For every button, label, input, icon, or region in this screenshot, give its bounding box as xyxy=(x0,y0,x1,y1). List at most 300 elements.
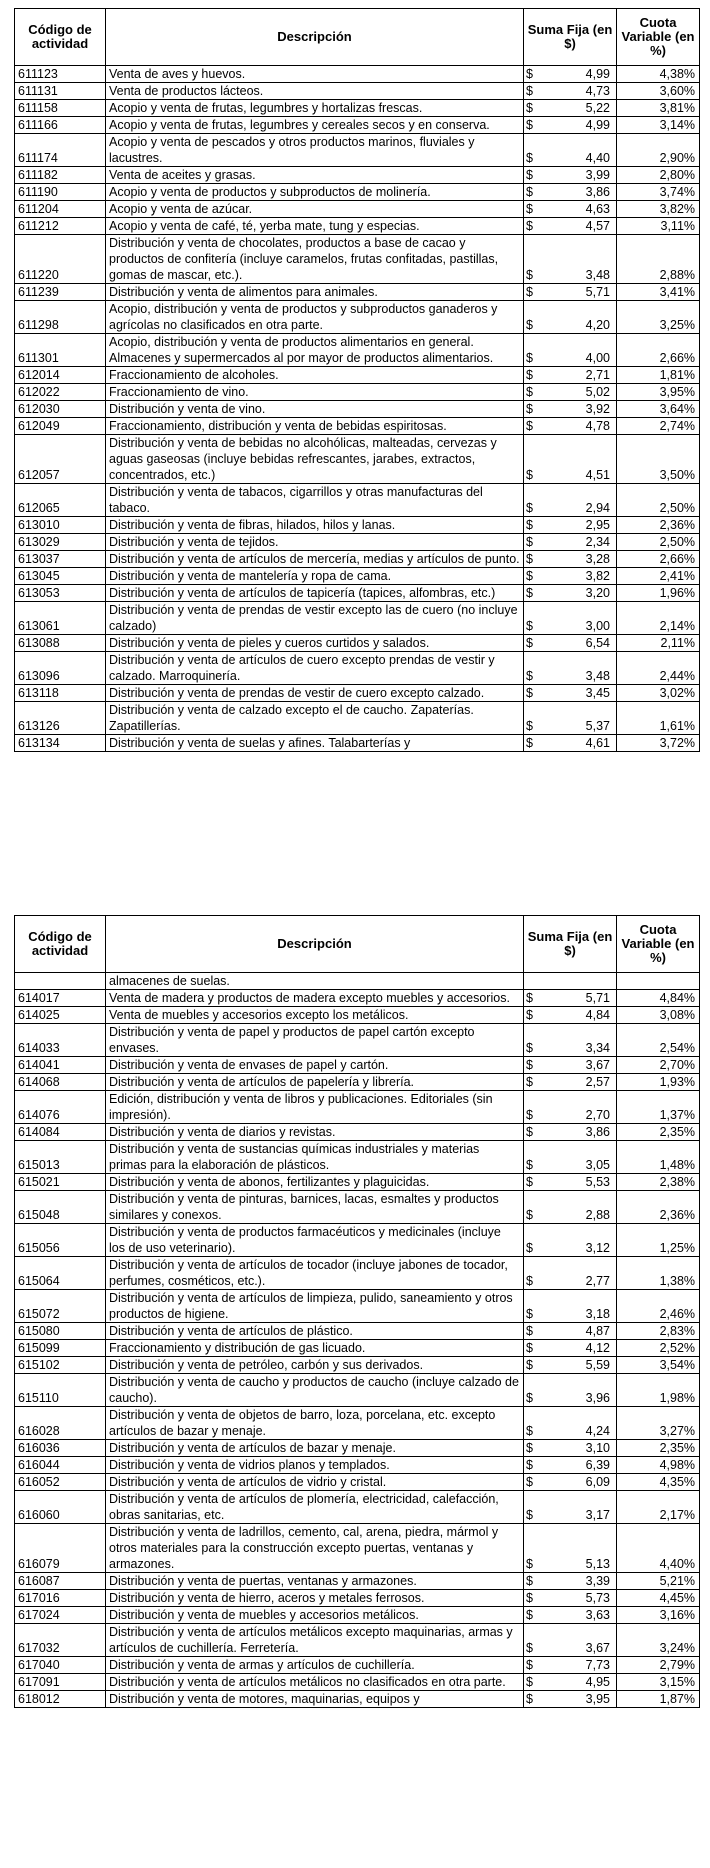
table-row xyxy=(15,201,700,218)
activity-code: 613045 xyxy=(15,568,106,585)
activity-code: 611298 xyxy=(15,301,106,334)
currency-symbol: $ xyxy=(524,134,538,167)
table-row xyxy=(15,1374,700,1407)
currency-symbol: $ xyxy=(524,1174,538,1191)
variable-rate: 1,87% xyxy=(617,1691,700,1708)
table-row xyxy=(15,284,700,301)
variable-rate: 1,61% xyxy=(617,702,700,735)
currency-symbol: $ xyxy=(524,1657,538,1674)
header-fixed-amount: Suma Fija (en $) xyxy=(524,9,617,66)
activity-code: 616079 xyxy=(15,1524,106,1573)
activity-code: 618012 xyxy=(15,1691,106,1708)
currency-symbol: $ xyxy=(524,284,538,301)
table-row xyxy=(15,1657,700,1674)
activity-description: Distribución y venta de artículos metálicos no clasificados en otra parte. xyxy=(106,1674,524,1691)
currency-symbol: $ xyxy=(524,301,538,334)
activity-code: 615072 xyxy=(15,1290,106,1323)
table-row xyxy=(15,301,700,334)
activity-description: Distribución y venta de motores, maquinarias, equipos y xyxy=(106,1691,524,1708)
variable-rate: 2,52% xyxy=(617,1340,700,1357)
currency-symbol: $ xyxy=(524,1007,538,1024)
currency-symbol: $ xyxy=(524,585,538,602)
currency-symbol: $ xyxy=(524,534,538,551)
fixed-amount: 3,67 xyxy=(538,1057,617,1074)
activity-code: 616036 xyxy=(15,1440,106,1457)
variable-rate: 5,21% xyxy=(617,1573,700,1590)
table-row xyxy=(15,1074,700,1091)
activity-description: Distribución y venta de artículos de cuero excepto prendas de vestir y calzado. Marroquinería. xyxy=(106,652,524,685)
table-row xyxy=(15,517,700,534)
variable-rate: 2,50% xyxy=(617,484,700,517)
currency-symbol: $ xyxy=(524,1674,538,1691)
fixed-amount: 2,88 xyxy=(538,1191,617,1224)
table-row xyxy=(15,1457,700,1474)
table-row xyxy=(15,685,700,702)
variable-rate: 3,11% xyxy=(617,218,700,235)
currency-symbol: $ xyxy=(524,1691,538,1708)
table-row xyxy=(15,1224,700,1257)
currency-symbol: $ xyxy=(524,235,538,284)
table-row xyxy=(15,100,700,117)
table-row xyxy=(15,635,700,652)
activity-code: 611212 xyxy=(15,218,106,235)
currency-symbol: $ xyxy=(524,1524,538,1573)
table-row xyxy=(15,83,700,100)
fixed-amount: 3,48 xyxy=(538,652,617,685)
variable-rate: 1,37% xyxy=(617,1091,700,1124)
activity-code: 617091 xyxy=(15,1674,106,1691)
table-row xyxy=(15,235,700,284)
activity-description: Distribución y venta de tabacos, cigarrillos y otras manufacturas del tabaco. xyxy=(106,484,524,517)
activity-description: Distribución y venta de envases de papel y cartón. xyxy=(106,1057,524,1074)
activity-code: 614084 xyxy=(15,1124,106,1141)
activity-description: Distribución y venta de suelas y afines. Talabarterías y xyxy=(106,735,524,752)
activity-code: 613118 xyxy=(15,685,106,702)
variable-rate: 2,54% xyxy=(617,1024,700,1057)
fixed-amount: 5,71 xyxy=(538,990,617,1007)
table-row xyxy=(15,1624,700,1657)
variable-rate: 3,08% xyxy=(617,1007,700,1024)
activity-code: 613029 xyxy=(15,534,106,551)
fixed-amount: 5,13 xyxy=(538,1524,617,1573)
activity-description: Acopio y venta de productos y subproductos de molinería. xyxy=(106,184,524,201)
table-row xyxy=(15,585,700,602)
variable-rate: 2,11% xyxy=(617,635,700,652)
activity-code: 611301 xyxy=(15,334,106,367)
activity-description: Distribución y venta de diarios y revistas. xyxy=(106,1124,524,1141)
currency-symbol: $ xyxy=(524,201,538,218)
currency-symbol: $ xyxy=(524,1457,538,1474)
fixed-amount: 4,99 xyxy=(538,66,617,83)
currency-symbol: $ xyxy=(524,568,538,585)
activity-description: Distribución y venta de hierro, aceros y metales ferrosos. xyxy=(106,1590,524,1607)
fixed-amount: 4,63 xyxy=(538,201,617,218)
fixed-amount: 2,77 xyxy=(538,1257,617,1290)
rates-table-page-1 xyxy=(14,8,699,752)
table-row xyxy=(15,1007,700,1024)
activity-description: Distribución y venta de ladrillos, cemento, cal, arena, piedra, mármol y otros materiales para la construcción excepto puertas, ventanas y armazones. xyxy=(106,1524,524,1573)
activity-code: 611190 xyxy=(15,184,106,201)
variable-rate: 3,95% xyxy=(617,384,700,401)
variable-rate: 2,41% xyxy=(617,568,700,585)
table-row xyxy=(15,1091,700,1124)
table-row xyxy=(15,1174,700,1191)
activity-code: 613126 xyxy=(15,702,106,735)
table-row xyxy=(15,602,700,635)
activity-code: 613010 xyxy=(15,517,106,534)
activity-code: 613134 xyxy=(15,735,106,752)
table-row xyxy=(15,1024,700,1057)
table-row xyxy=(15,1491,700,1524)
variable-rate xyxy=(617,973,700,990)
currency-symbol: $ xyxy=(524,1074,538,1091)
table-row xyxy=(15,401,700,418)
variable-rate: 2,17% xyxy=(617,1491,700,1524)
variable-rate: 1,25% xyxy=(617,1224,700,1257)
variable-rate: 2,44% xyxy=(617,652,700,685)
activity-description: Distribución y venta de armas y artículos de cuchillería. xyxy=(106,1657,524,1674)
table-row xyxy=(15,1590,700,1607)
fixed-amount: 5,53 xyxy=(538,1174,617,1191)
activity-code: 611131 xyxy=(15,83,106,100)
activity-description: Venta de aves y huevos. xyxy=(106,66,524,83)
table-row xyxy=(15,1440,700,1457)
variable-rate: 2,66% xyxy=(617,334,700,367)
fixed-amount: 3,12 xyxy=(538,1224,617,1257)
variable-rate: 2,46% xyxy=(617,1290,700,1323)
variable-rate: 1,38% xyxy=(617,1257,700,1290)
activity-description: Venta de muebles y accesorios excepto los metálicos. xyxy=(106,1007,524,1024)
variable-rate: 2,80% xyxy=(617,167,700,184)
table-row xyxy=(15,1057,700,1074)
activity-code: 612014 xyxy=(15,367,106,384)
fixed-amount: 6,09 xyxy=(538,1474,617,1491)
activity-description: almacenes de suelas. xyxy=(106,973,524,990)
header-description: Descripción xyxy=(106,9,524,66)
activity-description: Fraccionamiento de vino. xyxy=(106,384,524,401)
currency-symbol: $ xyxy=(524,1474,538,1491)
variable-rate: 4,35% xyxy=(617,1474,700,1491)
activity-description: Distribución y venta de calzado excepto el de caucho. Zapaterías. Zapatillerías. xyxy=(106,702,524,735)
activity-description: Distribución y venta de bebidas no alcohólicas, malteadas, cervezas y aguas gaseosas (incluye bebidas refrescantes, jarabes, extractos, concentrados, etc.) xyxy=(106,435,524,484)
currency-symbol: $ xyxy=(524,702,538,735)
header-description: Descripción xyxy=(106,916,524,973)
variable-rate: 3,27% xyxy=(617,1407,700,1440)
variable-rate: 1,93% xyxy=(617,1074,700,1091)
activity-code: 613088 xyxy=(15,635,106,652)
fixed-amount: 4,95 xyxy=(538,1674,617,1691)
activity-code: 616028 xyxy=(15,1407,106,1440)
fixed-amount: 2,57 xyxy=(538,1074,617,1091)
activity-description: Fraccionamiento de alcoholes. xyxy=(106,367,524,384)
currency-symbol: $ xyxy=(524,735,538,752)
variable-rate: 3,82% xyxy=(617,201,700,218)
variable-rate: 2,66% xyxy=(617,551,700,568)
activity-description: Distribución y venta de sustancias químicas industriales y materias primas para la elaboración de plásticos. xyxy=(106,1141,524,1174)
currency-symbol: $ xyxy=(524,167,538,184)
rates-table-body xyxy=(15,973,700,1708)
activity-code: 615099 xyxy=(15,1340,106,1357)
activity-code: 615110 xyxy=(15,1374,106,1407)
rates-table-page-2 xyxy=(14,915,699,1708)
activity-description: Venta de productos lácteos. xyxy=(106,83,524,100)
currency-symbol: $ xyxy=(524,1024,538,1057)
table-row xyxy=(15,1674,700,1691)
activity-code: 617040 xyxy=(15,1657,106,1674)
variable-rate: 4,40% xyxy=(617,1524,700,1573)
table-row xyxy=(15,652,700,685)
fixed-amount: 3,45 xyxy=(538,685,617,702)
variable-rate: 4,45% xyxy=(617,1590,700,1607)
activity-code: 614025 xyxy=(15,1007,106,1024)
variable-rate: 2,36% xyxy=(617,517,700,534)
table-row xyxy=(15,1141,700,1174)
activity-code: 616060 xyxy=(15,1491,106,1524)
fixed-amount: 3,99 xyxy=(538,167,617,184)
variable-rate: 2,35% xyxy=(617,1124,700,1141)
currency-symbol: $ xyxy=(524,602,538,635)
activity-description: Distribución y venta de artículos de mercería, medias y artículos de punto. xyxy=(106,551,524,568)
activity-description: Distribución y venta de papel y productos de papel cartón excepto envases. xyxy=(106,1024,524,1057)
fixed-amount: 3,28 xyxy=(538,551,617,568)
table-row xyxy=(15,117,700,134)
activity-code: 615021 xyxy=(15,1174,106,1191)
activity-description: Acopio y venta de café, té, yerba mate, tung y especias. xyxy=(106,218,524,235)
activity-description: Distribución y venta de artículos metálicos excepto maquinarias, armas y artículos de cuchillería. Ferretería. xyxy=(106,1624,524,1657)
fixed-amount: 3,86 xyxy=(538,1124,617,1141)
variable-rate: 1,81% xyxy=(617,367,700,384)
fixed-amount: 5,22 xyxy=(538,100,617,117)
activity-description: Distribución y venta de tejidos. xyxy=(106,534,524,551)
variable-rate: 3,02% xyxy=(617,685,700,702)
activity-code: 614033 xyxy=(15,1024,106,1057)
table-row xyxy=(15,367,700,384)
table-row xyxy=(15,218,700,235)
activity-description: Distribución y venta de muebles y accesorios metálicos. xyxy=(106,1607,524,1624)
currency-symbol: $ xyxy=(524,1374,538,1407)
activity-description: Distribución y venta de caucho y productos de caucho (incluye calzado de caucho). xyxy=(106,1374,524,1407)
activity-code: 615013 xyxy=(15,1141,106,1174)
activity-description: Distribución y venta de artículos de papelería y librería. xyxy=(106,1074,524,1091)
table-row xyxy=(15,334,700,367)
table-row xyxy=(15,167,700,184)
activity-code: 613053 xyxy=(15,585,106,602)
table-header-row xyxy=(15,916,700,973)
table-row xyxy=(15,1573,700,1590)
fixed-amount: 2,70 xyxy=(538,1091,617,1124)
variable-rate: 3,50% xyxy=(617,435,700,484)
variable-rate: 3,16% xyxy=(617,1607,700,1624)
currency-symbol: $ xyxy=(524,1407,538,1440)
currency-symbol: $ xyxy=(524,1607,538,1624)
fixed-amount: 4,84 xyxy=(538,1007,617,1024)
fixed-amount: 4,24 xyxy=(538,1407,617,1440)
activity-code: 612057 xyxy=(15,435,106,484)
currency-symbol: $ xyxy=(524,83,538,100)
activity-description: Distribución y venta de vino. xyxy=(106,401,524,418)
currency-symbol: $ xyxy=(524,117,538,134)
table-row xyxy=(15,551,700,568)
table-row xyxy=(15,1607,700,1624)
fixed-amount: 3,48 xyxy=(538,235,617,284)
fixed-amount: 5,71 xyxy=(538,284,617,301)
fixed-amount: 3,34 xyxy=(538,1024,617,1057)
table-row xyxy=(15,568,700,585)
activity-description: Distribución y venta de artículos de tapicería (tapices, alfombras, etc.) xyxy=(106,585,524,602)
activity-code: 611166 xyxy=(15,117,106,134)
variable-rate: 2,50% xyxy=(617,534,700,551)
activity-code: 614076 xyxy=(15,1091,106,1124)
currency-symbol: $ xyxy=(524,1257,538,1290)
fixed-amount: 4,73 xyxy=(538,83,617,100)
fixed-amount: 3,96 xyxy=(538,1374,617,1407)
fixed-amount: 5,02 xyxy=(538,384,617,401)
activity-description: Distribución y venta de fibras, hilados, hilos y lanas. xyxy=(106,517,524,534)
rates-table xyxy=(14,915,700,1708)
currency-symbol xyxy=(524,973,538,990)
currency-symbol: $ xyxy=(524,685,538,702)
activity-code: 614068 xyxy=(15,1074,106,1091)
currency-symbol: $ xyxy=(524,517,538,534)
variable-rate: 2,90% xyxy=(617,134,700,167)
currency-symbol: $ xyxy=(524,652,538,685)
activity-code xyxy=(15,973,106,990)
table-row xyxy=(15,1474,700,1491)
rates-table xyxy=(14,8,700,752)
activity-description: Distribución y venta de vidrios planos y templados. xyxy=(106,1457,524,1474)
table-row xyxy=(15,1290,700,1323)
activity-description: Acopio y venta de pescados y otros productos marinos, fluviales y lacustres. xyxy=(106,134,524,167)
activity-description: Distribución y venta de chocolates, productos a base de cacao y productos de confitería (incluye caramelos, frutas confitadas, pastillas, gomas de mascar, etc.). xyxy=(106,235,524,284)
currency-symbol: $ xyxy=(524,1590,538,1607)
currency-symbol: $ xyxy=(524,1491,538,1524)
activity-code: 614041 xyxy=(15,1057,106,1074)
fixed-amount: 4,40 xyxy=(538,134,617,167)
rates-table-body xyxy=(15,66,700,752)
currency-symbol: $ xyxy=(524,1624,538,1657)
activity-code: 612049 xyxy=(15,418,106,435)
fixed-amount: 3,63 xyxy=(538,1607,617,1624)
activity-code: 615080 xyxy=(15,1323,106,1340)
activity-code: 615056 xyxy=(15,1224,106,1257)
table-row xyxy=(15,1691,700,1708)
table-row xyxy=(15,1340,700,1357)
table-row xyxy=(15,973,700,990)
table-row xyxy=(15,990,700,1007)
activity-code: 611158 xyxy=(15,100,106,117)
activity-code: 614017 xyxy=(15,990,106,1007)
activity-code: 617024 xyxy=(15,1607,106,1624)
currency-symbol: $ xyxy=(524,1440,538,1457)
currency-symbol: $ xyxy=(524,1091,538,1124)
activity-code: 612065 xyxy=(15,484,106,517)
fixed-amount: 3,67 xyxy=(538,1624,617,1657)
variable-rate: 2,14% xyxy=(617,602,700,635)
activity-description: Acopio, distribución y venta de productos alimentarios en general. Almacenes y supermercados al por mayor de productos alimentarios. xyxy=(106,334,524,367)
variable-rate: 3,54% xyxy=(617,1357,700,1374)
currency-symbol: $ xyxy=(524,551,538,568)
fixed-amount: 3,20 xyxy=(538,585,617,602)
activity-description: Venta de aceites y grasas. xyxy=(106,167,524,184)
activity-code: 616044 xyxy=(15,1457,106,1474)
variable-rate: 3,74% xyxy=(617,184,700,201)
activity-code: 613037 xyxy=(15,551,106,568)
fixed-amount: 4,00 xyxy=(538,334,617,367)
fixed-amount: 4,87 xyxy=(538,1323,617,1340)
activity-description: Distribución y venta de artículos de tocador (incluye jabones de tocador, perfumes, cosméticos, etc.). xyxy=(106,1257,524,1290)
activity-description: Distribución y venta de pinturas, barnices, lacas, esmaltes y productos similares y conexos. xyxy=(106,1191,524,1224)
variable-rate: 3,15% xyxy=(617,1674,700,1691)
currency-symbol: $ xyxy=(524,484,538,517)
activity-code: 613061 xyxy=(15,602,106,635)
variable-rate: 2,70% xyxy=(617,1057,700,1074)
header-code: Código de actividad xyxy=(15,9,106,66)
table-row xyxy=(15,534,700,551)
activity-description: Acopio, distribución y venta de productos y subproductos ganaderos y agrícolas no clasificados en otra parte. xyxy=(106,301,524,334)
activity-description: Distribución y venta de prendas de vestir excepto las de cuero (no incluye calzado) xyxy=(106,602,524,635)
fixed-amount: 4,61 xyxy=(538,735,617,752)
header-variable-rate: Cuota Variable (en %) xyxy=(617,916,700,973)
activity-description: Acopio y venta de frutas, legumbres y hortalizas frescas. xyxy=(106,100,524,117)
header-code: Código de actividad xyxy=(15,916,106,973)
activity-description: Fraccionamiento, distribución y venta de bebidas espiritosas. xyxy=(106,418,524,435)
activity-code: 615048 xyxy=(15,1191,106,1224)
fixed-amount: 4,78 xyxy=(538,418,617,435)
activity-description: Distribución y venta de productos farmacéuticos y medicinales (incluye los de uso veterinario). xyxy=(106,1224,524,1257)
variable-rate: 3,25% xyxy=(617,301,700,334)
fixed-amount: 4,57 xyxy=(538,218,617,235)
activity-description: Edición, distribución y venta de libros y publicaciones. Editoriales (sin impresión). xyxy=(106,1091,524,1124)
table-row xyxy=(15,1124,700,1141)
fixed-amount: 5,73 xyxy=(538,1590,617,1607)
fixed-amount: 3,18 xyxy=(538,1290,617,1323)
variable-rate: 2,35% xyxy=(617,1440,700,1457)
table-row xyxy=(15,134,700,167)
activity-description: Acopio y venta de frutas, legumbres y cereales secos y en conserva. xyxy=(106,117,524,134)
variable-rate: 1,98% xyxy=(617,1374,700,1407)
variable-rate: 4,98% xyxy=(617,1457,700,1474)
variable-rate: 3,60% xyxy=(617,83,700,100)
activity-description: Acopio y venta de azúcar. xyxy=(106,201,524,218)
currency-symbol: $ xyxy=(524,990,538,1007)
fixed-amount: 3,39 xyxy=(538,1573,617,1590)
table-row xyxy=(15,484,700,517)
activity-code: 611220 xyxy=(15,235,106,284)
activity-code: 616052 xyxy=(15,1474,106,1491)
variable-rate: 4,84% xyxy=(617,990,700,1007)
fixed-amount: 6,54 xyxy=(538,635,617,652)
table-row xyxy=(15,735,700,752)
currency-symbol: $ xyxy=(524,635,538,652)
currency-symbol: $ xyxy=(524,184,538,201)
table-header-row xyxy=(15,9,700,66)
table-row xyxy=(15,1407,700,1440)
variable-rate: 3,72% xyxy=(617,735,700,752)
fixed-amount: 2,94 xyxy=(538,484,617,517)
currency-symbol: $ xyxy=(524,66,538,83)
fixed-amount: 2,34 xyxy=(538,534,617,551)
variable-rate: 2,74% xyxy=(617,418,700,435)
activity-code: 612022 xyxy=(15,384,106,401)
activity-code: 612030 xyxy=(15,401,106,418)
table-row xyxy=(15,1191,700,1224)
table-row xyxy=(15,384,700,401)
activity-description: Distribución y venta de artículos de vidrio y cristal. xyxy=(106,1474,524,1491)
activity-code: 613096 xyxy=(15,652,106,685)
currency-symbol: $ xyxy=(524,367,538,384)
activity-description: Distribución y venta de artículos de limpieza, pulido, saneamiento y otros productos de higiene. xyxy=(106,1290,524,1323)
variable-rate: 3,14% xyxy=(617,117,700,134)
